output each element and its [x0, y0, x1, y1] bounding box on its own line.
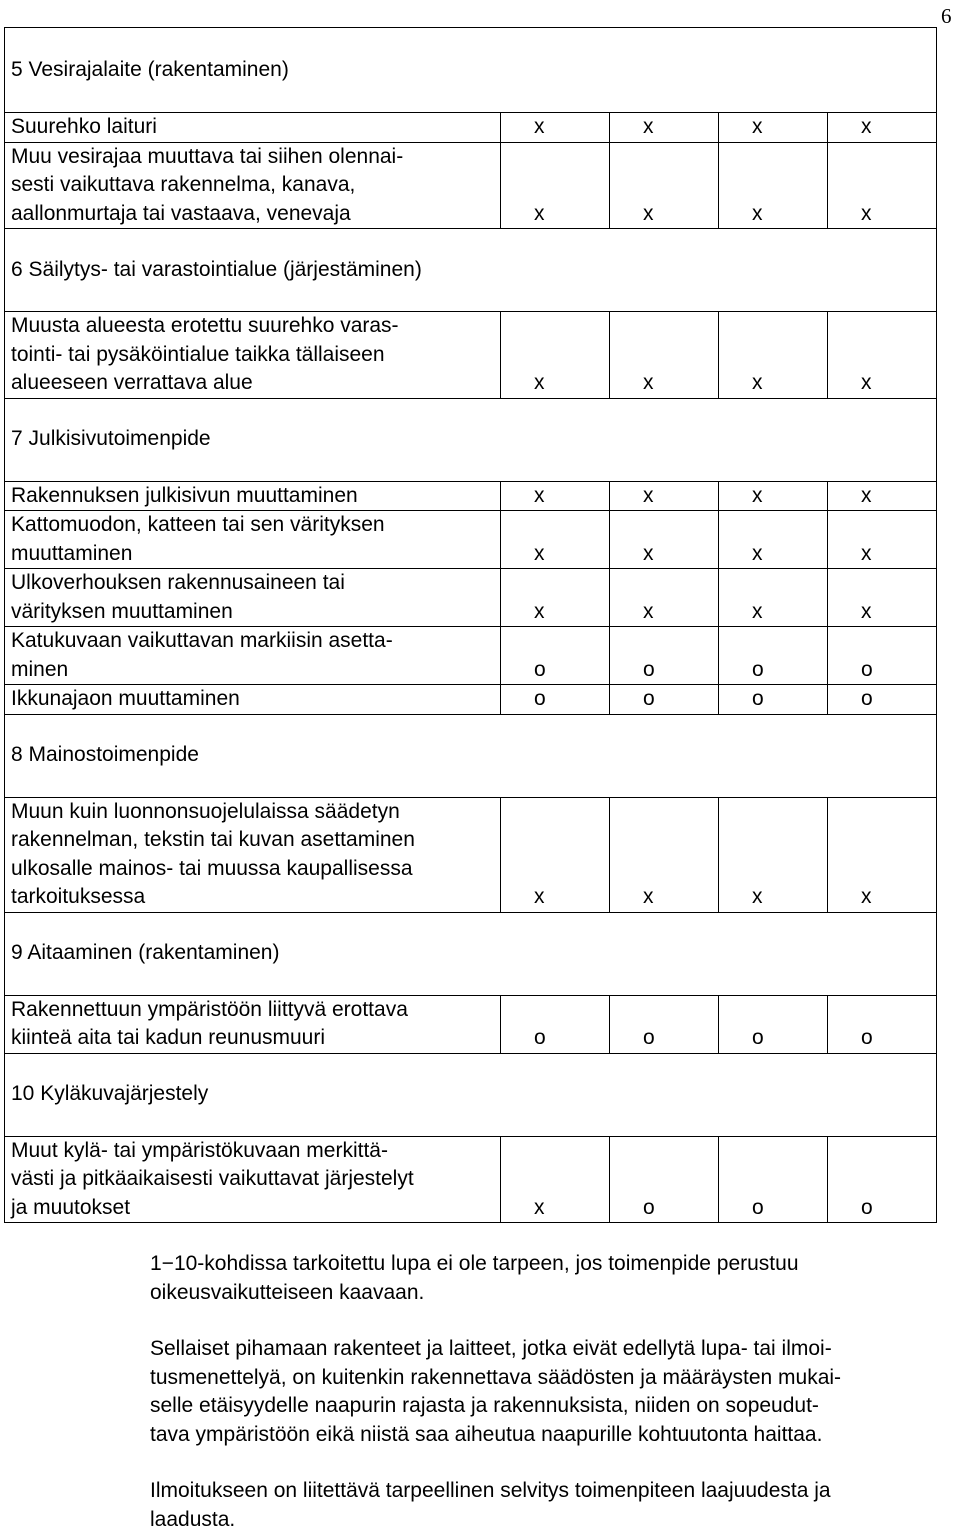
note-line: tava ympäristöön eikä niistä saa aiheutua naapurille kohtuutonta haittaa.: [150, 1421, 950, 1450]
row-mark: x: [501, 481, 610, 511]
row-mark: o: [828, 995, 937, 1053]
row-label-line: Ikkunajaon muuttaminen: [11, 685, 500, 714]
row-label-line: tointi- tai pysäköintialue taikka tällaiseen: [11, 341, 500, 370]
row-mark: o: [501, 685, 610, 715]
section-heading: 5 Vesirajalaite (rakentaminen): [5, 28, 937, 113]
row-mark: o: [828, 1136, 937, 1223]
note-line: 1−10-kohdissa tarkoitettu lupa ei ole tarpeen, jos toimenpide perustuu: [150, 1250, 950, 1279]
row-label: [5, 797, 501, 912]
row-label-line: sesti vaikuttava rakennelma, kanava,: [11, 171, 500, 200]
table-row: [5, 995, 937, 1053]
section-heading-row: [5, 398, 937, 481]
note-paragraph: [150, 1250, 950, 1307]
row-mark: x: [610, 142, 719, 229]
table-row: [5, 797, 937, 912]
table-row: [5, 511, 937, 569]
row-label: [5, 1136, 501, 1223]
row-label: [5, 142, 501, 229]
table-row: [5, 569, 937, 627]
row-mark: x: [828, 797, 937, 912]
row-label-line: ulkosalle mainos- tai muussa kaupallisessa: [11, 855, 500, 884]
section-heading: 6 Säilytys- tai varastointialue (järjestäminen): [5, 229, 937, 312]
row-mark: x: [501, 142, 610, 229]
row-label-line: kiinteä aita tai kadun reunusmuuri: [11, 1024, 500, 1053]
table-row: [5, 685, 937, 715]
row-label-line: Katukuvaan vaikuttavan markiisin asetta-: [11, 627, 500, 656]
page-number: 6: [941, 4, 952, 29]
row-label: [5, 995, 501, 1053]
row-mark: o: [610, 627, 719, 685]
row-mark: x: [610, 481, 719, 511]
table-row: [5, 627, 937, 685]
row-mark: x: [501, 511, 610, 569]
section-heading: 8 Mainostoimenpide: [5, 714, 937, 797]
row-label-line: Muu vesirajaa muuttava tai siihen olennai-: [11, 143, 500, 172]
row-mark: o: [501, 995, 610, 1053]
note-line: oikeusvaikutteiseen kaavaan.: [150, 1279, 950, 1308]
row-mark: x: [610, 797, 719, 912]
row-mark: x: [501, 312, 610, 399]
row-label-line: värityksen muuttaminen: [11, 598, 500, 627]
row-mark: o: [828, 685, 937, 715]
row-label: [5, 511, 501, 569]
row-mark: o: [610, 995, 719, 1053]
row-mark: x: [610, 511, 719, 569]
row-label: [5, 685, 501, 715]
notes-section: [150, 1250, 950, 1534]
note-paragraph: [150, 1477, 950, 1534]
row-mark: x: [719, 797, 828, 912]
row-mark: x: [828, 481, 937, 511]
row-mark: o: [610, 685, 719, 715]
row-mark: o: [719, 627, 828, 685]
row-mark: x: [501, 113, 610, 143]
row-label-line: tarkoituksessa: [11, 883, 500, 912]
table-row: [5, 481, 937, 511]
row-label-line: Muut kylä- tai ympäristökuvaan merkittä-: [11, 1137, 500, 1166]
note-line: tusmenettelyä, on kuitenkin rakennettava säädösten ja määräysten mukai-: [150, 1364, 950, 1393]
row-label-line: Suurehko laituri: [11, 113, 500, 142]
row-mark: x: [501, 1136, 610, 1223]
row-mark: x: [828, 312, 937, 399]
permit-requirements-table: [4, 27, 937, 1223]
table-row: [5, 142, 937, 229]
row-label-line: minen: [11, 656, 500, 685]
row-label-line: Muun kuin luonnonsuojelulaissa säädetyn: [11, 798, 500, 827]
note-line: selle etäisyydelle naapurin rajasta ja rakennuksista, niiden on sopeudut-: [150, 1392, 950, 1421]
note-line: Ilmoitukseen on liitettävä tarpeellinen selvitys toimenpiteen laajuudesta ja: [150, 1477, 950, 1506]
section-heading: 9 Aitaaminen (rakentaminen): [5, 912, 937, 995]
row-label: [5, 569, 501, 627]
row-label-line: Ulkoverhouksen rakennusaineen tai: [11, 569, 500, 598]
note-line: laadusta.: [150, 1506, 950, 1534]
row-label-line: västi ja pitkäaikaisesti vaikuttavat järjestelyt: [11, 1165, 500, 1194]
row-label: [5, 627, 501, 685]
row-mark: x: [719, 511, 828, 569]
row-mark: o: [719, 1136, 828, 1223]
row-label-line: Rakennettuun ympäristöön liittyvä erottava: [11, 996, 500, 1025]
section-heading-row: [5, 1053, 937, 1136]
row-mark: x: [719, 569, 828, 627]
row-label: [5, 481, 501, 511]
row-label: [5, 312, 501, 399]
section-heading: 10 Kyläkuvajärjestely: [5, 1053, 937, 1136]
row-mark: x: [610, 569, 719, 627]
row-label-line: ja muutokset: [11, 1194, 500, 1223]
section-heading-row: [5, 714, 937, 797]
row-mark: x: [719, 312, 828, 399]
row-mark: x: [828, 511, 937, 569]
row-mark: x: [719, 142, 828, 229]
row-mark: o: [719, 995, 828, 1053]
row-mark: x: [828, 142, 937, 229]
row-mark: o: [719, 685, 828, 715]
note-line: Sellaiset pihamaan rakenteet ja laitteet, jotka eivät edellytä lupa- tai ilmoi-: [150, 1335, 950, 1364]
row-mark: x: [719, 113, 828, 143]
row-mark: x: [501, 797, 610, 912]
row-mark: o: [501, 627, 610, 685]
row-mark: o: [828, 627, 937, 685]
row-mark: x: [501, 569, 610, 627]
row-label-line: rakennelman, tekstin tai kuvan asettaminen: [11, 826, 500, 855]
row-label-line: muuttaminen: [11, 540, 500, 569]
row-label-line: Kattomuodon, katteen tai sen värityksen: [11, 511, 500, 540]
row-mark: o: [610, 1136, 719, 1223]
section-heading-row: [5, 229, 937, 312]
row-mark: x: [610, 113, 719, 143]
row-label-line: alueeseen verrattava alue: [11, 369, 500, 398]
section-heading: 7 Julkisivutoimenpide: [5, 398, 937, 481]
table-row: [5, 312, 937, 399]
row-mark: x: [610, 312, 719, 399]
note-paragraph: [150, 1335, 950, 1449]
row-label-line: aallonmurtaja tai vastaava, venevaja: [11, 200, 500, 229]
row-label-line: Muusta alueesta erotettu suurehko varas-: [11, 312, 500, 341]
section-heading-row: [5, 28, 937, 113]
table-row: [5, 1136, 937, 1223]
row-label: [5, 113, 501, 143]
row-mark: x: [828, 113, 937, 143]
row-mark: x: [719, 481, 828, 511]
section-heading-row: [5, 912, 937, 995]
row-mark: x: [828, 569, 937, 627]
table-row: [5, 113, 937, 143]
row-label-line: Rakennuksen julkisivun muuttaminen: [11, 482, 500, 511]
